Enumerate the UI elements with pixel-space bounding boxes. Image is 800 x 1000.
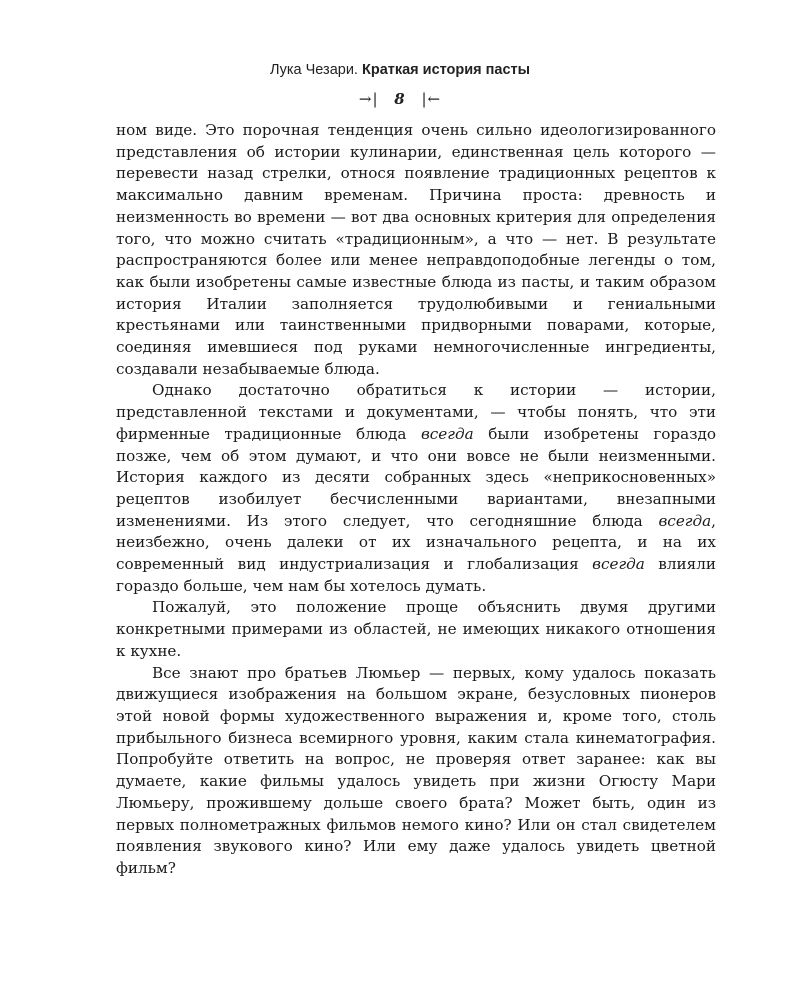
paragraph-1: ном виде. Это порочная тенденция очень сильно идеологизированного представления об истории кулинарии, единственная цель которого — перевести назад стрелки, относя появление традиционных рецептов к максимально давним временам. Причина проста: древность и неизменность во времени — вот два основных критерия для определения того, что можно считать «традиционным», а что — нет. В результате распространяются более или менее неправдоподобные легенды о том, как были изобретены самые известные блюда из пасты, и таким образом история Италии заполняется трудолюбивыми и гениальными крестьянами или таинственными придворными поварами, которые, соединяя имевшиеся под руками немногочисленные ингредиенты, создавали незабываемые блюда. [116, 121, 716, 378]
page-number: 8 [394, 90, 406, 108]
header-title: Краткая история пасты [361, 62, 531, 78]
paragraph-4: Все знают про братьев Люмьер — первых, кому удалось показать движущиеся изображения на большом экране, безусловных пионеров этой новой формы художественного выражения и, кроме того, столь прибыльного бизнеса всемирного уровня, каким стала кинематография. Попробуйте ответить на вопрос, не проверяя ответ заранее: как вы думаете, какие фильмы удалось увидеть при жизни Огюсту Мари Люмьеру, прожившему дольше своего брата? Может быть, один из первых полнометражных фильмов немого кино? Или он стал свидетелем появления звукового кино? Или ему даже удалось увидеть цветной фильм? [116, 663, 716, 877]
emphasis-always-2: всегда [658, 511, 712, 530]
paragraph-2-part-1: Однако достаточно обратиться к истории — истории, представленной текстами и документами, — чтобы понять, что эти фирменные традиционные блюда [116, 381, 716, 443]
running-head [0, 62, 800, 78]
body-text [116, 120, 716, 880]
paragraph-2-part-4: влияли гораздо больше, чем нам бы хотелось думать. [116, 555, 716, 595]
folio-left-mark: →| [358, 90, 379, 108]
paragraph-2 [116, 380, 716, 597]
emphasis-always-3: всегда [592, 555, 645, 574]
paragraph-2-part-3: , неизбежно, очень далеки от их изначального рецепта, и на их современный вид индустриализация и глобализация [116, 511, 716, 574]
paragraph-2-part-2: были изобретены гораздо позже, чем об этом думают, и что они вовсе не были неизменными. История каждого из десяти собранных здесь «неприкосновенных» рецептов изобилует бесчисленными вариантами, внезапными изменениями. Из этого следует, что сегодняшние блюда [116, 424, 716, 530]
paragraph-3: Пожалуй, это положение проще объяснить двумя другими конкретными примерами из областей, не имеющих никакого отношения к кухне. [116, 598, 716, 660]
page-folio [0, 90, 800, 108]
emphasis-always-1: всегда [420, 424, 474, 443]
folio-right-mark: |← [421, 90, 442, 108]
header-author: Лука Чезари. [269, 62, 358, 78]
